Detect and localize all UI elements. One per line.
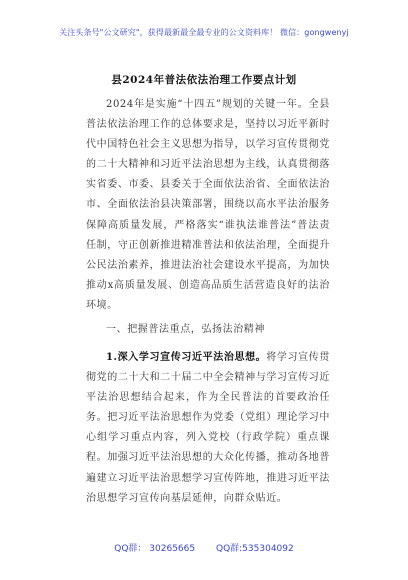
header-promo-note: 关注头条号"公文研究"，获得最新最全最专业的公文资料库！ 微信：gongwenyj bbox=[59, 28, 349, 37]
document-title: 县2024年普法依法治理工作要点计划 bbox=[111, 74, 297, 86]
footer-contact bbox=[0, 541, 408, 554]
item-1-body: 将学习宣传贯彻党的二十大和二十届二中全会精神与学习宣传习近平法治思想结合起来，作为全民普法的首要政治任务。把习近平法治思想作为党委（党组）理论学习中心组学习重点内容，列入党校（行政学院）重点课程。加强习近平法治思想的大众化传播，推动各地普遍建立习近平法治思想学习宣传阵地，推进习近平法治思想学习宣传向基层延伸，向群众贴近。 bbox=[86, 352, 330, 504]
footer-qq-group-2: QQ群:535304092 bbox=[215, 544, 294, 554]
section-heading-1: 一、把握普法重点，弘扬法治精神 bbox=[106, 324, 265, 335]
intro-paragraph: 2024年是实施“十四五”规划的关键一年。全县普法依法治理工作的总体要求是，坚持以习近平新时代中国特色社会主义思想为指导，以学习宣传贯彻党的二十大精神和习近平法治思想为主线，认真贯彻落实省委、市委、县委关于全面依法治省、全面依法治市、全面依法治县决策部署，围绕以高水平法治服务保障高质量发展，严格落实“谁执法谁普法”普法责任制，守正创新推进精准普法和依法治理，全面提升公民法治素养，推进法治社会建设水平提高，为加快推动x高质量发展、创造高品质生活营造良好的法治环境。 bbox=[86, 99, 330, 311]
item-1-paragraph bbox=[86, 348, 330, 509]
footer-qq-group-1: QQ群： 30265665 bbox=[114, 544, 196, 554]
item-1-lead: 1.深入学习宣传习近平法治思想。 bbox=[106, 352, 267, 363]
